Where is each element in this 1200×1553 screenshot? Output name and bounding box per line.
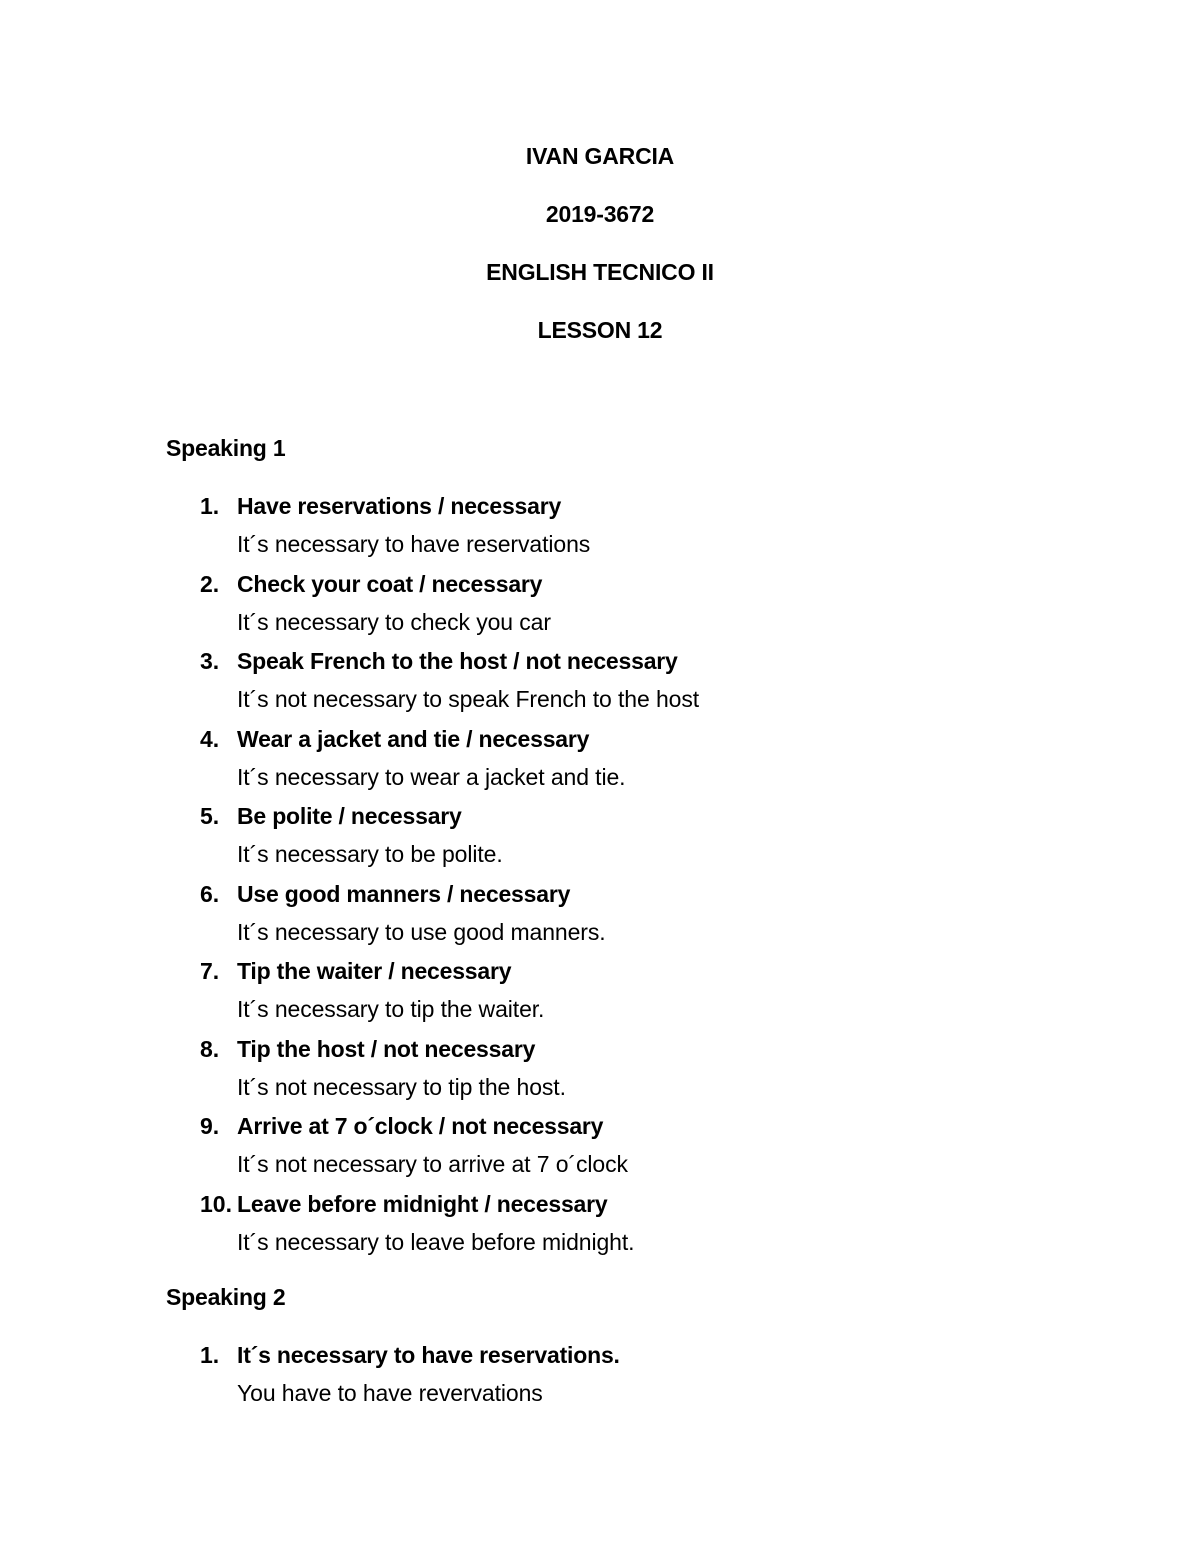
item-number: 5. bbox=[200, 803, 220, 829]
item-number: 6. bbox=[200, 880, 220, 907]
item-answer: It´s not necessary to arrive at 7 o´clock bbox=[237, 1151, 628, 1177]
item-answer: It´s necessary to wear a jacket and tie. bbox=[237, 763, 626, 790]
item-number: 8. bbox=[200, 1035, 220, 1062]
item-number: 4. bbox=[200, 725, 220, 752]
item-answer: It´s necessary to check you car bbox=[237, 608, 551, 635]
item-prompt: Wear a jacket and tie / necessary bbox=[237, 725, 590, 752]
list-item bbox=[166, 1339, 1066, 1417]
item-prompt: Be polite / necessary bbox=[237, 803, 462, 829]
item-answer: It´s necessary to use good manners. bbox=[237, 918, 606, 945]
item-prompt: Leave before midnight / necessary bbox=[237, 1190, 608, 1217]
lesson-title: LESSON 12 bbox=[537, 317, 663, 343]
item-prompt: Check your coat / necessary bbox=[237, 570, 543, 597]
list-item bbox=[166, 645, 1066, 723]
item-number: 1. bbox=[200, 1342, 220, 1368]
item-number: 3. bbox=[200, 648, 220, 674]
list-item bbox=[166, 1188, 1066, 1266]
item-answer: It´s not necessary to speak French to the host bbox=[237, 686, 700, 712]
item-answer: It´s necessary to leave before midnight. bbox=[237, 1228, 635, 1255]
speaking-1-list bbox=[166, 490, 1066, 1265]
list-item bbox=[166, 1110, 1066, 1188]
item-answer: You have to have revervations bbox=[237, 1380, 543, 1406]
item-answer: It´s necessary to have reservations bbox=[237, 531, 591, 557]
course-title: ENGLISH TECNICO II bbox=[486, 259, 714, 285]
item-number: 2. bbox=[200, 570, 220, 597]
list-item bbox=[166, 490, 1066, 568]
item-answer: It´s necessary to be polite. bbox=[237, 841, 503, 867]
list-item bbox=[166, 1033, 1066, 1111]
list-item bbox=[166, 723, 1066, 801]
item-number: 1. bbox=[200, 493, 220, 519]
item-prompt: It´s necessary to have reservations. bbox=[237, 1342, 620, 1368]
list-item bbox=[166, 878, 1066, 956]
section-title-speaking-2: Speaking 2 bbox=[166, 1284, 286, 1310]
list-item bbox=[166, 955, 1066, 1033]
item-prompt: Tip the host / not necessary bbox=[237, 1035, 536, 1062]
item-prompt: Have reservations / necessary bbox=[237, 493, 562, 519]
item-prompt: Speak French to the host / not necessary bbox=[237, 648, 678, 674]
document-header bbox=[0, 140, 1200, 372]
item-prompt: Arrive at 7 o´clock / not necessary bbox=[237, 1113, 604, 1139]
item-prompt: Use good manners / necessary bbox=[237, 880, 571, 907]
list-item bbox=[166, 568, 1066, 646]
list-item bbox=[166, 800, 1066, 878]
item-answer: It´s not necessary to tip the host. bbox=[237, 1073, 566, 1100]
item-number: 10. bbox=[200, 1190, 232, 1217]
section-title-speaking-1: Speaking 1 bbox=[166, 435, 286, 461]
student-name: IVAN GARCIA bbox=[525, 143, 675, 169]
student-id: 2019-3672 bbox=[545, 201, 655, 227]
item-prompt: Tip the waiter / necessary bbox=[237, 958, 512, 984]
item-answer: It´s necessary to tip the waiter. bbox=[237, 996, 545, 1022]
speaking-2-list bbox=[166, 1339, 1066, 1417]
item-number: 7. bbox=[200, 958, 220, 984]
item-number: 9. bbox=[200, 1113, 220, 1139]
